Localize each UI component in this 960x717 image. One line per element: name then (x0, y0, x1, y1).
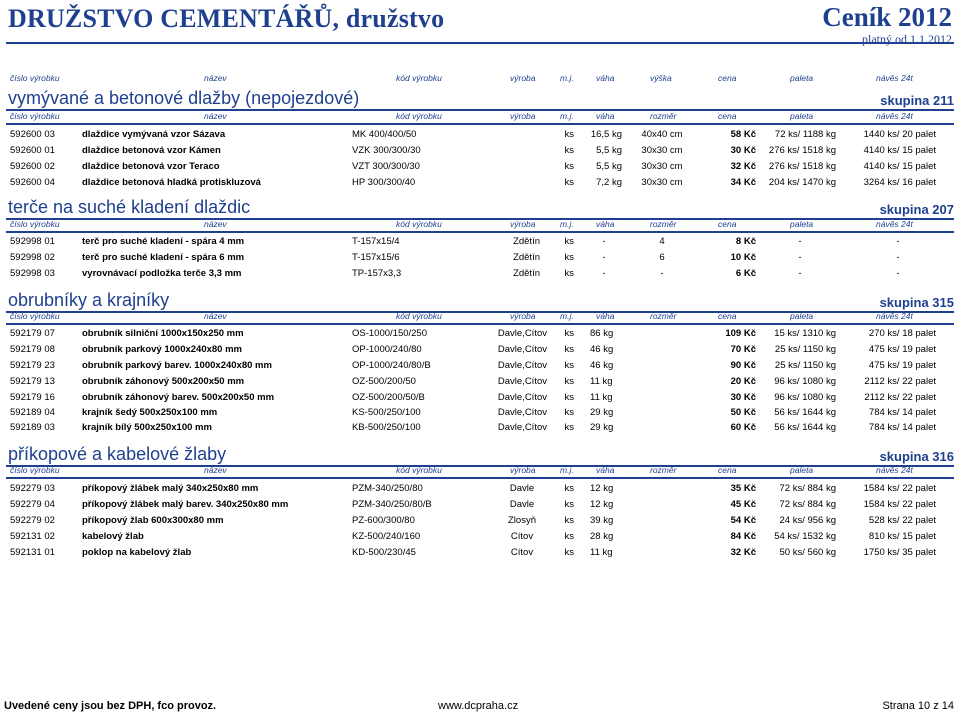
cell-weight: 46 kg (590, 344, 614, 355)
cell-truck: - (896, 252, 900, 263)
col-name: název (204, 111, 227, 121)
col-truck: návěs 24t (876, 465, 913, 475)
cell-pallet: 25 ks/ 1150 kg (774, 344, 836, 355)
cell-name: obrubník silniční 1000x150x250 mm (82, 328, 244, 339)
cell-pallet: 54 ks/ 1532 kg (774, 531, 836, 542)
page-number: Strana 10 z 14 (882, 700, 954, 712)
section-title: vymývané a betonové dlažby (nepojezdové) (8, 88, 360, 108)
cell-name: poklop na kabelový žlab (82, 547, 192, 558)
cell-unit: ks (564, 129, 574, 140)
col-truck: návěs 24t (876, 311, 913, 321)
cell-weight: - (602, 236, 606, 247)
cell-prod: T-157x15/6 (352, 252, 400, 263)
cell-unit: ks (564, 236, 574, 247)
cell-maker: Davle,Cítov (497, 376, 547, 387)
cell-weight: 28 kg (590, 531, 614, 542)
cell-price: 70 Kč (730, 344, 756, 355)
cell-pallet: - (798, 268, 802, 279)
table-row (0, 343, 960, 357)
col-price: cena (718, 219, 737, 229)
cell-unit: ks (564, 499, 574, 510)
cell-code: 592189 03 (10, 422, 55, 433)
col-code: číslo výrobku (10, 73, 60, 83)
cell-truck: 4140 ks/ 15 palet (863, 161, 936, 172)
col-unit: m.j. (560, 219, 574, 229)
cell-weight: 86 kg (590, 328, 614, 339)
col-maker: výroba (510, 73, 536, 83)
cell-prod: OP-1000/240/80 (352, 344, 422, 355)
table-row (0, 144, 960, 158)
cell-pallet: - (798, 236, 802, 247)
section-group: skupina 207 (879, 202, 954, 217)
col-weight: váha (596, 73, 615, 83)
col-pallet: paleta (790, 111, 814, 121)
table-row (0, 375, 960, 389)
section-title: příkopové a kabelové žlaby (8, 444, 227, 464)
cell-price: 34 Kč (730, 177, 756, 188)
cell-pallet: 276 ks/ 1518 kg (768, 145, 836, 156)
cell-name: kabelový žlab (82, 531, 144, 542)
cell-weight: 29 kg (590, 407, 614, 418)
cell-truck: - (896, 268, 900, 279)
cell-name: krajník bílý 500x250x100 mm (82, 422, 212, 433)
cell-truck: 475 ks/ 19 palet (868, 360, 936, 371)
top-column-header (0, 73, 960, 85)
cell-maker: Davle,Cítov (497, 392, 547, 403)
cell-name: obrubník záhonový 500x200x50 mm (82, 376, 245, 387)
cell-weight: 11 kg (590, 547, 613, 558)
col-unit: m.j. (560, 111, 574, 121)
cell-price: 84 Kč (730, 531, 756, 542)
cell-name: obrubník záhonový barev. 500x200x50 mm (82, 392, 275, 403)
cell-prod: PZM-340/250/80/B (352, 499, 432, 510)
cell-weight: - (602, 268, 606, 279)
pricelist-header (822, 2, 952, 46)
col-pallet: paleta (790, 73, 814, 83)
cell-code: 592179 07 (10, 328, 55, 339)
cell-unit: ks (564, 145, 574, 156)
cell-weight: 29 kg (590, 422, 614, 433)
col-price: cena (718, 111, 737, 121)
col-code: číslo výrobku (10, 219, 60, 229)
cell-maker: Zdětín (513, 236, 540, 247)
cell-code: 592179 08 (10, 344, 55, 355)
cell-prod: T-157x15/4 (352, 236, 400, 247)
cell-unit: ks (564, 177, 574, 188)
cell-code: 592189 04 (10, 407, 55, 418)
footer-website[interactable]: www.dcpraha.cz (438, 700, 519, 712)
cell-truck: 528 ks/ 22 palet (868, 515, 936, 526)
cell-maker: Davle (509, 499, 535, 510)
cell-size: 4 (659, 236, 665, 247)
footer-note: Uvedené ceny jsou bez DPH, fco provoz. (4, 700, 217, 712)
col-prod: kód výrobku (396, 465, 442, 475)
table-row (0, 406, 960, 420)
cell-truck: 2112 ks/ 22 palet (864, 392, 936, 403)
cell-maker: Davle (509, 483, 535, 494)
cell-name: dlaždice betonová hladká protiskluzová (82, 177, 261, 188)
col-price: cena (718, 465, 737, 475)
section-heading (8, 288, 954, 310)
cell-prod: TP-157x3,3 (352, 268, 402, 279)
col-truck: návěs 24t (876, 111, 913, 121)
table-row (0, 546, 960, 560)
column-header (0, 311, 960, 323)
cell-unit: ks (564, 407, 574, 418)
column-header (0, 111, 960, 123)
column-header-rule (6, 477, 954, 479)
column-header (0, 465, 960, 477)
column-header-rule (6, 323, 954, 325)
table-row (0, 482, 960, 496)
cell-name: příkopový žlab 600x300x80 mm (82, 515, 224, 526)
cell-prod: HP 300/300/40 (352, 177, 416, 188)
cell-unit: ks (564, 161, 574, 172)
cell-name: dlaždice betonová vzor Teraco (82, 161, 220, 172)
cell-name: terč pro suché kladení - spára 4 mm (82, 236, 245, 247)
cell-code: 592998 03 (10, 268, 55, 279)
cell-truck: 4140 ks/ 15 palet (863, 145, 936, 156)
cell-price: 32 Kč (730, 547, 756, 558)
section-group: skupina 316 (879, 449, 954, 464)
column-header (0, 219, 960, 231)
cell-pallet: 25 ks/ 1150 kg (774, 360, 836, 371)
cell-weight: 11 kg (590, 392, 613, 403)
cell-truck: 784 ks/ 14 palet (868, 407, 936, 418)
cell-code: 592279 02 (10, 515, 55, 526)
cell-truck: 784 ks/ 14 palet (868, 422, 936, 433)
cell-pallet: 50 ks/ 560 kg (779, 547, 836, 558)
table-row (0, 530, 960, 544)
cell-maker: Cítov (510, 547, 534, 558)
cell-price: 45 Kč (730, 499, 756, 510)
col-weight: váha (596, 465, 615, 475)
col-prod: kód výrobku (396, 311, 442, 321)
col-unit: m.j. (560, 311, 574, 321)
col-weight: váha (596, 111, 615, 121)
col-maker: výroba (510, 111, 536, 121)
cell-weight: - (602, 252, 606, 263)
cell-pallet: 15 ks/ 1310 kg (774, 328, 836, 339)
cell-maker: Davle,Cítov (497, 344, 547, 355)
cell-price: 32 Kč (730, 161, 756, 172)
cell-code: 592600 02 (10, 161, 55, 172)
col-maker: výroba (510, 465, 536, 475)
cell-code: 592179 13 (10, 376, 55, 387)
cell-unit: ks (564, 531, 574, 542)
table-row (0, 176, 960, 190)
cell-code: 592131 02 (10, 531, 55, 542)
col-size: rozměr (650, 111, 677, 121)
cell-price: 30 Kč (730, 392, 756, 403)
col-truck: návěs 24t (876, 219, 913, 229)
cell-code: 592998 01 (10, 236, 55, 247)
cell-price: 90 Kč (730, 360, 756, 371)
cell-size: 30x30 cm (641, 177, 683, 188)
cell-code: 592600 03 (10, 129, 55, 140)
cell-price: 109 Kč (725, 328, 756, 339)
cell-code: 592600 04 (10, 177, 55, 188)
cell-unit: ks (564, 515, 574, 526)
cell-name: krajník šedý 500x250x100 mm (82, 407, 218, 418)
cell-maker: Davle,Cítov (497, 422, 547, 433)
col-weight: váha (596, 311, 615, 321)
cell-prod: PZM-340/250/80 (352, 483, 423, 494)
valid-from: platný od 1.1.2012 (862, 32, 952, 46)
section-heading (8, 195, 954, 217)
cell-pallet: 204 ks/ 1470 kg (768, 177, 836, 188)
cell-truck: 1440 ks/ 20 palet (863, 129, 936, 140)
cell-code: 592279 03 (10, 483, 55, 494)
cell-weight: 11 kg (590, 376, 613, 387)
cell-pallet: 72 ks/ 1188 kg (774, 129, 836, 140)
section-group: skupina 211 (880, 93, 954, 108)
cell-prod: KD-500/230/45 (352, 547, 416, 558)
cell-unit: ks (564, 422, 574, 433)
cell-size: 30x30 cm (641, 161, 683, 172)
cell-unit: ks (564, 328, 574, 339)
col-prod: kód výrobku (396, 219, 442, 229)
col-code: číslo výrobku (10, 465, 60, 475)
col-name: název (204, 73, 227, 83)
cell-weight: 5,5 kg (596, 161, 622, 172)
section-title: terče na suché kladení dlaždic (8, 197, 251, 217)
col-pallet: paleta (790, 465, 814, 475)
col-size: výška (650, 73, 672, 83)
cell-truck: 3264 ks/ 16 palet (863, 177, 936, 188)
table-row (0, 391, 960, 405)
col-prod: kód výrobku (396, 111, 442, 121)
cell-prod: KZ-500/240/160 (352, 531, 421, 542)
cell-pallet: - (798, 252, 802, 263)
cell-prod: PZ-600/300/80 (352, 515, 415, 526)
col-maker: výroba (510, 219, 536, 229)
cell-truck: - (896, 236, 900, 247)
cell-unit: ks (564, 483, 574, 494)
cell-price: 20 Kč (730, 376, 756, 387)
cell-maker: Davle,Cítov (497, 360, 547, 371)
col-maker: výroba (510, 311, 536, 321)
col-price: cena (718, 73, 737, 83)
table-row (0, 421, 960, 435)
cell-truck: 1584 ks/ 22 palet (863, 483, 936, 494)
cell-truck: 475 ks/ 19 palet (868, 344, 936, 355)
cell-prod: MK 400/400/50 (352, 129, 417, 140)
cell-name: příkopový žlábek malý barev. 340x250x80 mm (82, 499, 289, 510)
cell-maker: Zdětín (513, 252, 540, 263)
section-heading (8, 442, 954, 464)
table-row (0, 359, 960, 373)
col-unit: m.j. (560, 465, 574, 475)
cell-pallet: 96 ks/ 1080 kg (774, 376, 836, 387)
cell-maker: Cítov (510, 531, 534, 542)
cell-weight: 7,2 kg (596, 177, 622, 188)
cell-price: 8 Kč (735, 236, 756, 247)
cell-weight: 12 kg (590, 483, 614, 494)
cell-pallet: 96 ks/ 1080 kg (774, 392, 836, 403)
table-row (0, 498, 960, 512)
cell-size: 30x30 cm (641, 145, 683, 156)
cell-prod: VZT 300/300/30 (352, 161, 420, 172)
section-title: obrubníky a krajníky (8, 290, 170, 310)
table-row (0, 128, 960, 142)
cell-name: dlaždice betonová vzor Kámen (82, 145, 221, 156)
cell-prod: OZ-500/200/50 (352, 376, 416, 387)
cell-truck: 1584 ks/ 22 palet (863, 499, 936, 510)
col-size: rozměr (650, 465, 677, 475)
cell-maker: Davle,Cítov (497, 328, 547, 339)
col-pallet: paleta (790, 219, 814, 229)
cell-truck: 810 ks/ 15 palet (868, 531, 936, 542)
cell-prod: OZ-500/200/50/B (352, 392, 425, 403)
table-row (0, 160, 960, 174)
cell-price: 6 Kč (735, 268, 756, 279)
cell-price: 30 Kč (730, 145, 756, 156)
col-name: název (204, 465, 227, 475)
table-row (0, 267, 960, 281)
cell-truck: 1750 ks/ 35 palet (863, 547, 936, 558)
col-unit: m.j. (560, 73, 574, 83)
cell-pallet: 72 ks/ 884 kg (779, 483, 836, 494)
col-truck: návěs 24t (876, 73, 913, 83)
cell-unit: ks (564, 252, 574, 263)
cell-code: 592279 04 (10, 499, 55, 510)
cell-name: příkopový žlábek malý 340x250x80 mm (82, 483, 259, 494)
column-header-rule (6, 123, 954, 125)
cell-truck: 270 ks/ 18 palet (868, 328, 936, 339)
col-pallet: paleta (790, 311, 814, 321)
table-row (0, 251, 960, 265)
cell-price: 54 Kč (730, 515, 756, 526)
cell-code: 592179 16 (10, 392, 55, 403)
cell-size: - (660, 268, 664, 279)
cell-name: obrubník parkový barev. 1000x240x80 mm (82, 360, 272, 371)
cell-pallet: 56 ks/ 1644 kg (774, 407, 836, 418)
cell-pallet: 72 ks/ 884 kg (779, 499, 836, 510)
cell-code: 592998 02 (10, 252, 55, 263)
cell-pallet: 24 ks/ 956 kg (779, 515, 836, 526)
col-size: rozměr (650, 219, 677, 229)
cell-unit: ks (564, 344, 574, 355)
column-header-rule (6, 231, 954, 233)
cell-name: dlaždice vymývaná vzor Sázava (82, 129, 226, 140)
cell-weight: 5,5 kg (596, 145, 622, 156)
cell-unit: ks (564, 360, 574, 371)
col-prod: kód výrobku (396, 73, 442, 83)
cell-name: obrubník parkový 1000x240x80 mm (82, 344, 243, 355)
cell-price: 58 Kč (730, 129, 756, 140)
cell-code: 592131 01 (10, 547, 55, 558)
pricelist-title: Ceník 2012 (822, 2, 952, 32)
cell-prod: KS-500/250/100 (352, 407, 421, 418)
col-weight: váha (596, 219, 615, 229)
cell-maker: Zdětín (513, 268, 540, 279)
table-row (0, 235, 960, 249)
cell-name: vyrovnávací podložka terče 3,3 mm (82, 268, 242, 279)
col-code: číslo výrobku (10, 311, 60, 321)
section-heading (8, 86, 954, 108)
cell-weight: 39 kg (590, 515, 614, 526)
section-group: skupina 315 (879, 295, 954, 310)
cell-weight: 16,5 kg (590, 129, 622, 140)
cell-price: 10 Kč (730, 252, 756, 263)
cell-maker: Davle,Cítov (497, 407, 547, 418)
cell-pallet: 276 ks/ 1518 kg (768, 161, 836, 172)
cell-prod: OS-1000/150/250 (352, 328, 428, 339)
table-row (0, 327, 960, 341)
cell-size: 40x40 cm (641, 129, 683, 140)
cell-prod: KB-500/250/100 (352, 422, 421, 433)
cell-truck: 2112 ks/ 22 palet (864, 376, 936, 387)
col-name: název (204, 311, 227, 321)
cell-unit: ks (564, 376, 574, 387)
cell-size: 6 (659, 252, 665, 263)
cell-unit: ks (564, 547, 574, 558)
col-code: číslo výrobku (10, 111, 60, 121)
col-price: cena (718, 311, 737, 321)
cell-code: 592600 01 (10, 145, 55, 156)
cell-weight: 12 kg (590, 499, 614, 510)
cell-unit: ks (564, 268, 574, 279)
company-name: DRUŽSTVO CEMENTÁŘŮ, družstvo (8, 4, 445, 33)
cell-price: 50 Kč (730, 407, 756, 418)
header-rule (6, 42, 954, 44)
cell-prod: OP-1000/240/80/B (352, 360, 431, 371)
cell-prod: VZK 300/300/30 (352, 145, 421, 156)
table-row (0, 514, 960, 528)
cell-weight: 46 kg (590, 360, 614, 371)
cell-unit: ks (564, 392, 574, 403)
cell-pallet: 56 ks/ 1644 kg (774, 422, 836, 433)
cell-name: terč pro suché kladení - spára 6 mm (82, 252, 245, 263)
cell-price: 35 Kč (730, 483, 756, 494)
cell-price: 60 Kč (730, 422, 756, 433)
col-size: rozměr (650, 311, 677, 321)
col-name: název (204, 219, 227, 229)
cell-code: 592179 23 (10, 360, 55, 371)
cell-maker: Zlosyň (508, 515, 536, 526)
